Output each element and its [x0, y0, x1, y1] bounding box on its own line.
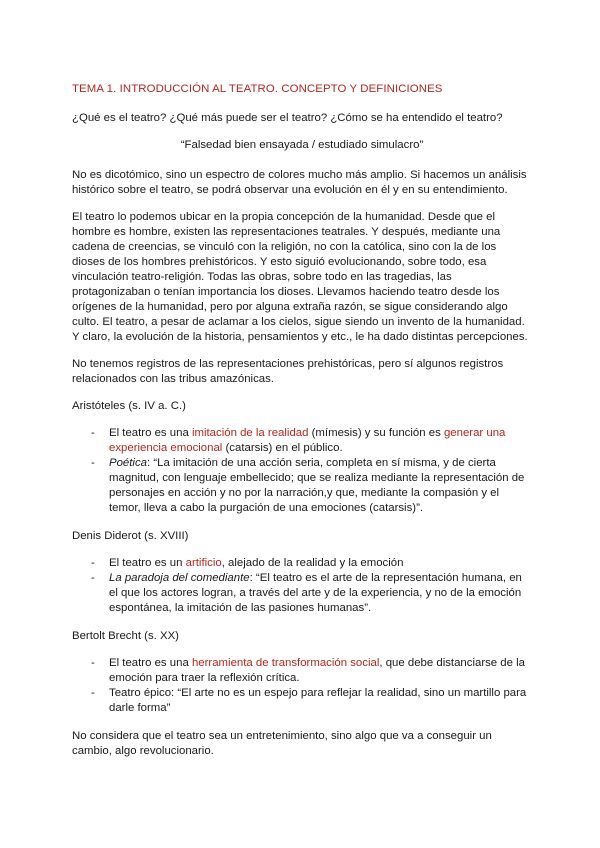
- highlight-term: imitación de la realidad: [191, 427, 309, 439]
- heading-aristoteles: Aristóteles (s. IV a. C.): [72, 400, 186, 412]
- list-item: - El teatro es una imitación de la realidad (mímesis) y su función es generar una experiencia emocional (catarsis) en el público.: [72, 426, 532, 456]
- quote: “Falsedad bien ensayada / estudiado simulacro”: [180, 139, 424, 151]
- intro-questions: ¿Qué es el teatro? ¿Qué más puede ser el teatro? ¿Cómo se ha entendido el teatro?: [72, 112, 503, 124]
- document-title: TEMA 1. INTRODUCCIÓN AL TEATRO. CONCEPTO Y DEFINICIONES: [72, 83, 443, 95]
- paragraph-conclusion: No considera que el teatro sea un entretenimiento, sino algo que va a conseguir un cambio, algo revolucionario.: [72, 730, 492, 757]
- document-body: [72, 82, 532, 771]
- highlight-term: generar una experiencia emocional: [109, 427, 506, 454]
- list-brecht: [72, 656, 532, 716]
- paragraph-humanidad: El teatro lo podemos ubicar en la propia concepción de la humanidad. Desde que el hombre es hombre, existen las representaciones teatrales. Y después, mediante una cadena de creencias, se vinculó con la religión, no con la católica, sino con la de los dioses de los hombres prehistóricos. Y esto siguió evolucionando, sobre todo, esa vinculación teatro-religión. Todas las obras, sobre todo en las tragedias, las protagonizaban o tenían importancia los dioses. Llevamos haciendo teatro desde los orígenes de la humanidad, pero por alguna extraña razón, se sigue considerando algo culto. El teatro, a pesar de aclamar a los cielos, sigue siendo un invento de la humanidad. Y claro, la evolución de la historia, pensamientos y etc., le ha dado distintas percepciones.: [72, 211, 528, 343]
- list-item: - El teatro es una herramienta de transformación social, que debe distanciarse de la emoción para traer la reflexión crítica.: [72, 656, 532, 686]
- list-item: - Teatro épico: “El arte no es un espejo para reflejar la realidad, sino un martillo para darle forma”: [72, 686, 532, 716]
- list-item: - La paradoja del comediante: “El teatro es el arte de la representación humana, en el que los actores logran, a través del arte y de la experiencia, y no de la emoción espontánea, la imitación de las pasiones humanas”.: [72, 571, 532, 616]
- list-aristoteles: [72, 426, 532, 516]
- work-title: Poética: [109, 457, 147, 469]
- list-item: - Poética: “La imitación de una acción seria, completa en sí misma, y de cierta magnitud, con lenguaje embellecido; que se realiza mediante la representación de personajes en acción y no por la narración,y que, mediante la compasión y el temor, lleva a cabo la purgación de una emociones (catarsis)”.: [72, 456, 532, 516]
- heading-diderot: Denis Diderot (s. XVIII): [72, 530, 189, 542]
- work-title: La paradoja del comediante: [109, 572, 250, 584]
- highlight-term: herramienta de transformación social: [191, 657, 380, 669]
- highlight-term: artificio: [185, 557, 222, 569]
- heading-brecht: Bertolt Brecht (s. XX): [72, 630, 179, 642]
- paragraph-dicotomico: No es dicotómico, sino un espectro de colores mucho más amplio. Si hacemos un análisis histórico sobre el teatro, se podrá observar una evolución en él y en su entendimiento.: [72, 169, 527, 196]
- list-diderot: [72, 556, 532, 616]
- list-item: - El teatro es un artificio, alejado de la realidad y la emoción: [72, 556, 532, 571]
- paragraph-registros: No tenemos registros de las representaciones prehistóricas, pero sí algunos registros relacionados con las tribus amazónicas.: [72, 358, 504, 385]
